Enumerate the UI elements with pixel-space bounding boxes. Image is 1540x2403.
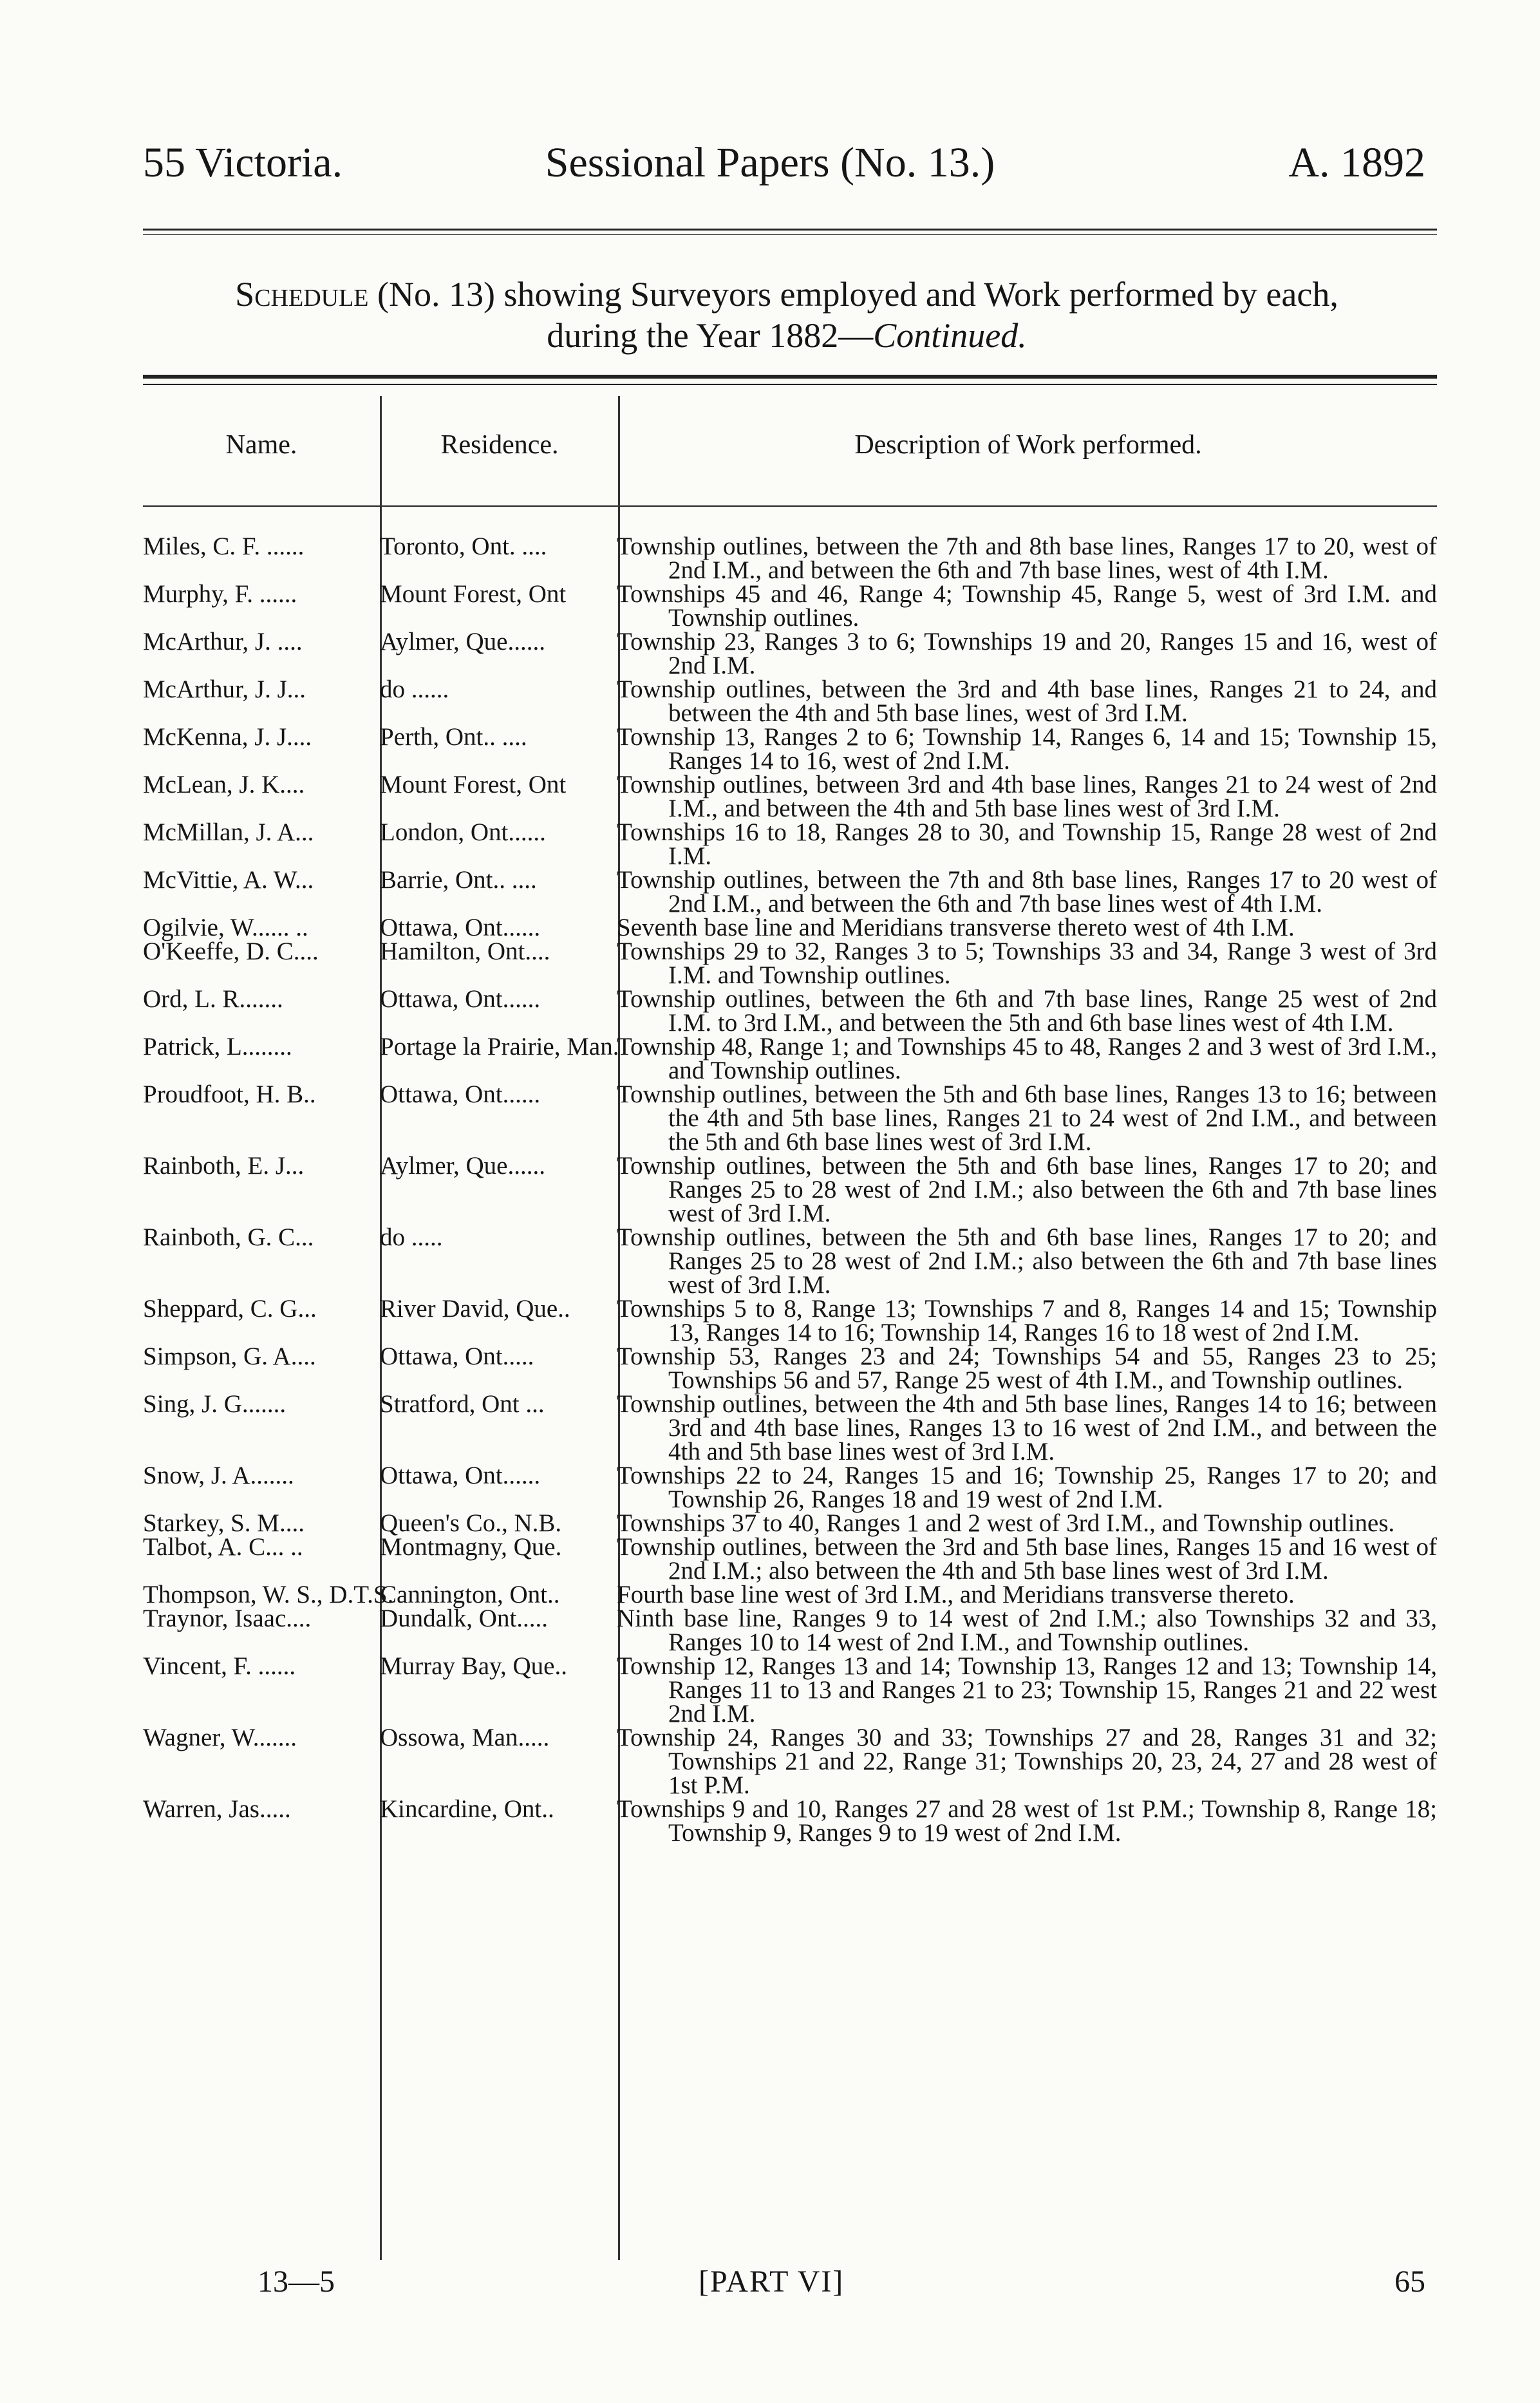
table-row	[143, 1297, 1437, 1344]
surveyor-residence-cell	[380, 677, 617, 725]
page-header	[0, 139, 1540, 200]
table-row	[143, 868, 1437, 916]
surveyor-name: Patrick, L........	[143, 1033, 292, 1060]
surveyor-name: Rainboth, E. J...	[143, 1152, 305, 1180]
work-description-cell	[617, 1726, 1437, 1797]
surveyor-residence-cell	[380, 939, 617, 987]
surveyor-residence-cell	[380, 1297, 617, 1344]
table-row	[143, 1344, 1437, 1392]
surveyor-name-cell	[143, 582, 380, 630]
work-description: Townships 16 to 18, Ranges 28 to 30, and Township 15, Range 28 west of 2nd I.M.	[617, 818, 1437, 870]
surveyor-residence: Kincardine, Ont..	[380, 1795, 554, 1823]
work-description: Township outlines, between the 3rd and 4th base lines, Ranges 21 to 24, and between the 4th and 5th base lines, west of 3rd I.M.	[617, 675, 1437, 727]
work-description: Fourth base line west of 3rd I.M., and Meridians transverse thereto.	[617, 1581, 1295, 1608]
surveyor-name-cell	[143, 677, 380, 725]
surveyor-residence: Ottawa, Ont.....	[380, 1343, 534, 1370]
work-description: Townships 37 to 40, Ranges 1 and 2 west of 3rd I.M., and Township outlines.	[617, 1509, 1395, 1537]
surveyor-residence: Hamilton, Ont....	[380, 938, 550, 965]
header-rule-thin	[143, 234, 1437, 235]
caption-text-1: (No. 13) showing Surveyors employed and Work performed by each,	[377, 275, 1338, 314]
surveyor-residence-cell	[380, 630, 617, 677]
part-label: [PART VI]	[699, 2265, 845, 2299]
surveyor-residence: Portage la Prairie, Man.	[380, 1033, 619, 1060]
surveyor-name-cell	[143, 916, 380, 939]
surveyor-residence-cell	[380, 1654, 617, 1726]
work-description: Township 53, Ranges 23 and 24; Townships 54 and 55, Ranges 23 to 25; Townships 56 and 57, Range 25 west of 4th I.M., and Township outlines.	[617, 1343, 1437, 1394]
surveyor-name-cell	[143, 1726, 380, 1797]
surveyor-name: Thompson, W. S., D.T.S.	[143, 1581, 394, 1608]
table-row	[143, 1583, 1437, 1607]
surveyor-residence-cell	[380, 1344, 617, 1392]
work-description-cell	[617, 1297, 1437, 1344]
surveyor-name: Warren, Jas.....	[143, 1795, 291, 1823]
surveyor-name: Snow, J. A.......	[143, 1462, 294, 1489]
surveyor-name-cell	[143, 1535, 380, 1583]
surveyor-residence-cell	[380, 534, 617, 582]
surveyor-name: Vincent, F. ......	[143, 1652, 296, 1680]
surveyor-name-cell	[143, 630, 380, 677]
surveyor-residence-cell	[380, 1607, 617, 1654]
caption-line-1	[143, 274, 1431, 315]
surveyor-name-cell	[143, 725, 380, 773]
work-description-cell	[617, 1654, 1437, 1726]
surveyor-residence: do .....	[380, 1223, 443, 1251]
surveyor-name-cell	[143, 939, 380, 987]
table-row	[143, 916, 1437, 939]
surveyor-table	[143, 534, 1437, 1845]
header-rule	[143, 229, 1437, 231]
surveyor-residence-cell	[380, 820, 617, 868]
surveyor-residence: Ossowa, Man.....	[380, 1724, 550, 1751]
work-description-cell	[617, 1583, 1437, 1607]
work-description-cell	[617, 725, 1437, 773]
work-description: Township 24, Ranges 30 and 33; Townships 27 and 28, Ranges 31 and 32; Townships 21 and 22, Range 31; Townships 20, 23, 24, 27 and 28 west of 1st P.M.	[617, 1724, 1437, 1799]
surveyor-residence-cell	[380, 1225, 617, 1297]
work-description: Township 23, Ranges 3 to 6; Townships 19 and 20, Ranges 15 and 16, west of 2nd I.M.	[617, 628, 1437, 679]
work-description-cell	[617, 1607, 1437, 1654]
table-row	[143, 582, 1437, 630]
surveyor-residence: Mount Forest, Ont	[380, 771, 567, 798]
surveyor-residence-cell	[380, 773, 617, 820]
table-row	[143, 1082, 1437, 1154]
work-description: Seventh base line and Meridians transverse thereto west of 4th I.M.	[617, 914, 1295, 941]
schedule-label: Schedule	[235, 275, 369, 314]
surveyor-name: Miles, C. F. ......	[143, 532, 305, 560]
caption-text-2: during the Year 1882—	[547, 316, 874, 355]
surveyor-name: Murphy, F. ......	[143, 580, 297, 608]
work-description: Township 13, Ranges 2 to 6; Township 14, Ranges 6, 14 and 15; Township 15, Ranges 14 to 16, west of 2nd I.M.	[617, 723, 1437, 775]
work-description-cell	[617, 939, 1437, 987]
surveyor-name-cell	[143, 534, 380, 582]
work-description: Township outlines, between the 5th and 6th base lines, Ranges 17 to 20; and Ranges 25 to 28 west of 2nd I.M.; also between the 6th and 7th base lines west of 3rd I.M.	[617, 1152, 1437, 1227]
surveyor-residence-cell	[380, 1082, 617, 1154]
surveyor-residence-cell	[380, 1797, 617, 1845]
page-number: 65	[1394, 2265, 1425, 2299]
table-row	[143, 1464, 1437, 1511]
work-description-cell	[617, 1797, 1437, 1845]
table-row	[143, 987, 1437, 1035]
surveyor-residence-cell	[380, 725, 617, 773]
surveyor-name-cell	[143, 1607, 380, 1654]
table-row	[143, 1797, 1437, 1845]
surveyor-residence: Aylmer, Que......	[380, 1152, 545, 1180]
surveyor-residence-cell	[380, 916, 617, 939]
work-description-cell	[617, 868, 1437, 916]
work-description: Ninth base line, Ranges 9 to 14 west of 2nd I.M.; also Townships 32 and 33, Ranges 10 to 14 west of 2nd I.M., and Township outlines.	[617, 1605, 1437, 1656]
work-description: Township outlines, between the 3rd and 5th base lines, Ranges 15 and 16 west of 2nd I.M.; also between the 4th and 5th base lines west of 3rd I.M.	[617, 1533, 1437, 1585]
surveyor-residence: Queen's Co., N.B.	[380, 1509, 562, 1537]
surveyor-residence: Ottawa, Ont......	[380, 1080, 541, 1108]
surveyor-table-body	[143, 534, 1437, 1845]
surveyor-name: McArthur, J. ....	[143, 628, 303, 655]
surveyor-name-cell	[143, 1154, 380, 1225]
page-footer	[0, 2266, 1540, 2318]
surveyor-name: Traynor, Isaac....	[143, 1605, 312, 1632]
work-description: Townships 9 and 10, Ranges 27 and 28 west of 1st P.M.; Township 8, Range 18; Township 9, Ranges 9 to 19 west of 2nd I.M.	[617, 1795, 1437, 1847]
work-description-cell	[617, 1154, 1437, 1225]
work-description-cell	[617, 987, 1437, 1035]
surveyor-name-cell	[143, 1225, 380, 1297]
surveyor-name-cell	[143, 1464, 380, 1511]
surveyor-name: Sheppard, C. G...	[143, 1295, 317, 1323]
surveyor-residence: Montmagny, Que.	[380, 1533, 562, 1561]
surveyor-residence-cell	[380, 1511, 617, 1535]
surveyor-residence: Perth, Ont.. ....	[380, 723, 527, 751]
surveyor-residence: Mount Forest, Ont	[380, 580, 567, 608]
work-description-cell	[617, 534, 1437, 582]
table-row	[143, 534, 1437, 582]
surveyor-name-cell	[143, 1511, 380, 1535]
work-description: Townships 22 to 24, Ranges 15 and 16; Township 25, Ranges 17 to 20; and Township 26, Ranges 18 and 19 west of 2nd I.M.	[617, 1462, 1437, 1513]
surveyor-residence: Barrie, Ont.. ....	[380, 866, 537, 894]
surveyor-residence-cell	[380, 868, 617, 916]
work-description: Township outlines, between the 6th and 7th base lines, Range 25 west of 2nd I.M. to 3rd I.M., and between the 5th and 6th base lines west of 4th I.M.	[617, 985, 1437, 1037]
surveyor-name-cell	[143, 773, 380, 820]
work-description-cell	[617, 820, 1437, 868]
table-row	[143, 1535, 1437, 1583]
work-description-cell	[617, 1225, 1437, 1297]
column-header-name: Name.	[225, 430, 297, 460]
surveyor-residence-cell	[380, 1392, 617, 1464]
surveyor-residence-cell	[380, 1464, 617, 1511]
column-header-rule	[143, 505, 1437, 507]
surveyor-name: Talbot, A. C... ..	[143, 1533, 303, 1561]
surveyor-residence-cell	[380, 1535, 617, 1583]
surveyor-name-cell	[143, 1082, 380, 1154]
surveyor-name: Simpson, G. A....	[143, 1343, 316, 1370]
surveyor-name: McLean, J. K....	[143, 771, 305, 798]
work-description: Township 12, Ranges 13 and 14; Township 13, Ranges 12 and 13; Township 14, Ranges 11 to 13 and Ranges 21 to 23; Township 15, Ranges 21 and 22 west 2nd I.M.	[617, 1652, 1437, 1728]
schedule-caption	[143, 274, 1431, 356]
work-description-cell	[617, 1344, 1437, 1392]
work-description-cell	[617, 677, 1437, 725]
work-description: Township outlines, between the 5th and 6th base lines, Ranges 13 to 16; between the 4th and 5th base lines, Ranges 21 to 24 west of 2nd I.M., and between the 5th and 6th base lines west of 3rd I.M.	[617, 1080, 1437, 1156]
surveyor-residence: Ottawa, Ont......	[380, 914, 541, 941]
surveyor-residence-cell	[380, 1583, 617, 1607]
table-row	[143, 630, 1437, 677]
work-description: Townships 29 to 32, Ranges 3 to 5; Townships 33 and 34, Range 3 west of 3rd I.M. and Township outlines.	[617, 938, 1437, 989]
surveyor-residence: Toronto, Ont. ....	[380, 532, 547, 560]
table-row	[143, 1607, 1437, 1654]
caption-line-2	[143, 315, 1431, 356]
work-description-cell	[617, 1082, 1437, 1154]
table-row	[143, 677, 1437, 725]
work-description-cell	[617, 1464, 1437, 1511]
surveyor-name-cell	[143, 1581, 394, 1608]
work-description: Township outlines, between the 4th and 5th base lines, Ranges 14 to 16; between 3rd and 4th base lines, Ranges 13 to 16 west of 2nd I.M., and between the 4th and 5th base lines west of 3rd I.M.	[617, 1390, 1437, 1465]
surveyor-residence: Stratford, Ont ...	[380, 1390, 545, 1418]
work-description-cell	[617, 1392, 1437, 1464]
surveyor-name: Proudfoot, H. B..	[143, 1080, 316, 1108]
surveyor-residence: do ......	[380, 675, 449, 703]
surveyor-name: McMillan, J. A...	[143, 818, 314, 846]
table-row	[143, 1726, 1437, 1797]
work-description-cell	[617, 630, 1437, 677]
surveyor-residence-cell	[380, 1035, 617, 1082]
surveyor-residence-cell	[380, 1154, 617, 1225]
work-description: Townships 45 and 46, Range 4; Township 45, Range 5, west of 3rd I.M. and Township outlines.	[617, 580, 1437, 632]
surveyor-residence: Murray Bay, Que..	[380, 1652, 567, 1680]
surveyor-name-cell	[143, 1654, 380, 1726]
continued-label: Continued.	[873, 316, 1027, 355]
table-row	[143, 1654, 1437, 1726]
surveyor-residence-cell	[380, 582, 617, 630]
work-description-cell	[617, 1535, 1437, 1583]
surveyor-name-cell	[143, 987, 380, 1035]
table-row	[143, 1225, 1437, 1297]
surveyor-residence-cell	[380, 1726, 617, 1797]
work-description-cell	[617, 1511, 1437, 1535]
surveyor-name: Rainboth, G. C...	[143, 1223, 314, 1251]
work-description: Township 48, Range 1; and Townships 45 to 48, Ranges 2 and 3 west of 3rd I.M., and Township outlines.	[617, 1033, 1437, 1084]
surveyor-name: McVittie, A. W...	[143, 866, 314, 894]
surveyor-name: Starkey, S. M....	[143, 1509, 305, 1537]
surveyor-residence: Aylmer, Que......	[380, 628, 545, 655]
surveyor-residence: Ottawa, Ont......	[380, 985, 541, 1013]
surveyor-name: Ord, L. R.......	[143, 985, 283, 1013]
table-row	[143, 1392, 1437, 1464]
table-top-rule	[143, 375, 1437, 379]
surveyor-name: Ogilvie, W...... ..	[143, 914, 308, 941]
surveyor-name-cell	[143, 820, 380, 868]
signature-mark: 13—5	[258, 2265, 335, 2299]
work-description-cell	[617, 916, 1437, 939]
surveyor-name: McKenna, J. J....	[143, 723, 312, 751]
surveyor-residence: River David, Que..	[380, 1295, 570, 1323]
surveyor-name: McArthur, J. J...	[143, 675, 306, 703]
surveyor-name-cell	[143, 1035, 380, 1082]
work-description: Townships 5 to 8, Range 13; Townships 7 and 8, Ranges 14 and 15; Township 13, Ranges 14 to 16; Township 14, Ranges 16 to 18 west of 2nd I.M.	[617, 1295, 1437, 1346]
session-label: 55 Victoria.	[143, 139, 343, 186]
table-row	[143, 939, 1437, 987]
surveyor-residence: Ottawa, Ont......	[380, 1462, 541, 1489]
surveyor-name: Sing, J. G.......	[143, 1390, 286, 1418]
surveyor-residence: Cannington, Ont..	[380, 1581, 560, 1608]
table-row	[143, 725, 1437, 773]
year-label: A. 1892	[1288, 139, 1425, 186]
surveyor-name: Wagner, W.......	[143, 1724, 297, 1751]
work-description-cell	[617, 1035, 1437, 1082]
surveyor-name-cell	[143, 1392, 380, 1464]
table-row	[143, 1511, 1437, 1535]
work-description: Township outlines, between the 7th and 8th base lines, Ranges 17 to 20, west of 2nd I.M., and between the 6th and 7th base lines, west of 4th I.M.	[617, 532, 1437, 584]
surveyor-name-cell	[143, 1297, 380, 1344]
column-header-description: Description of Work performed.	[854, 430, 1202, 460]
table-row	[143, 820, 1437, 868]
work-description: Township outlines, between the 5th and 6th base lines, Ranges 17 to 20; and Ranges 25 to 28 west of 2nd I.M.; also between the 6th and 7th base lines west of 3rd I.M.	[617, 1223, 1437, 1299]
surveyor-name-cell	[143, 1797, 380, 1845]
surveyor-name-cell	[143, 868, 380, 916]
surveyor-name-cell	[143, 1344, 380, 1392]
work-description: Township outlines, between the 7th and 8th base lines, Ranges 17 to 20 west of 2nd I.M., and between the 6th and 7th base lines west of 4th I.M.	[617, 866, 1437, 918]
surveyor-name: O'Keeffe, D. C....	[143, 938, 319, 965]
work-description: Township outlines, between 3rd and 4th base lines, Ranges 21 to 24 west of 2nd I.M., and between the 4th and 5th base lines west of 3rd I.M.	[617, 771, 1437, 822]
table-row	[143, 773, 1437, 820]
work-description-cell	[617, 582, 1437, 630]
surveyor-residence: London, Ont......	[380, 818, 546, 846]
surveyor-residence-cell	[380, 987, 617, 1035]
publication-title: Sessional Papers (No. 13.)	[545, 139, 995, 186]
table-top-rule-thin	[143, 384, 1437, 385]
surveyor-residence: Dundalk, Ont.....	[380, 1605, 549, 1632]
work-description-cell	[617, 773, 1437, 820]
column-header-residence: Residence.	[440, 430, 559, 460]
table-row	[143, 1035, 1437, 1082]
table-row	[143, 1154, 1437, 1225]
